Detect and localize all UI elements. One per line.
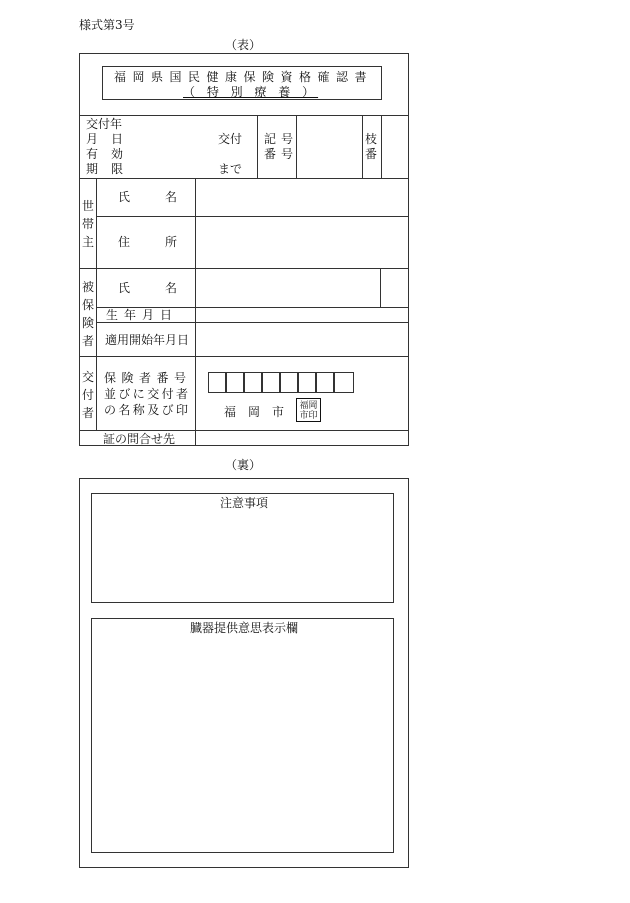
card-subtitle: （ 特 別 療 養 ） bbox=[183, 85, 319, 99]
issuer-char: 付 bbox=[81, 388, 94, 402]
householder-address-label: 住 bbox=[118, 235, 131, 249]
insured-name-label: 名 bbox=[165, 281, 178, 295]
col-divider bbox=[257, 115, 258, 178]
insurer-digit-box bbox=[334, 372, 354, 393]
valid-label: 期 bbox=[86, 162, 99, 176]
col-divider bbox=[381, 115, 382, 178]
issue-date-day: 日 bbox=[111, 132, 124, 146]
col-divider bbox=[362, 115, 363, 178]
inquiry-label: 証の問合せ先 bbox=[103, 432, 176, 446]
valid-label: 有 bbox=[86, 147, 99, 161]
issue-date-suffix: 交付 bbox=[218, 132, 243, 146]
issuer-desc: の名称及び印 bbox=[104, 403, 191, 417]
insured-char: 者 bbox=[81, 334, 94, 348]
branch-label: 枝 bbox=[365, 132, 378, 146]
row-divider bbox=[79, 115, 409, 116]
row-divider bbox=[79, 430, 409, 431]
insurer-digit-box bbox=[226, 372, 244, 393]
insurer-digit-box bbox=[244, 372, 262, 393]
symbol-label: 記号 bbox=[264, 132, 299, 146]
front-label: （表） bbox=[225, 38, 262, 52]
birthdate-label: 生年月日 bbox=[106, 308, 179, 322]
insurer-digit-box bbox=[208, 372, 226, 393]
householder-char: 主 bbox=[81, 235, 94, 249]
card-title: 福岡県国民健康保険資格確認書 bbox=[114, 70, 374, 84]
organ-donation-section bbox=[91, 618, 394, 853]
insurer-digit-box bbox=[280, 372, 298, 393]
householder-name-label: 名 bbox=[165, 190, 178, 204]
issuer-desc: 保険者番号 bbox=[104, 371, 192, 385]
branch-label: 番 bbox=[365, 147, 378, 161]
insured-char: 保 bbox=[81, 298, 94, 312]
row-divider bbox=[96, 322, 409, 323]
col-divider bbox=[195, 178, 196, 446]
householder-name-label: 氏 bbox=[118, 190, 131, 204]
householder-char: 世 bbox=[81, 199, 94, 213]
number-label: 番号 bbox=[264, 147, 299, 161]
organ-donation-title: 臓器提供意思表示欄 bbox=[190, 621, 299, 635]
row-divider bbox=[79, 178, 409, 179]
issuer-char: 交 bbox=[81, 370, 94, 384]
col-divider bbox=[380, 268, 381, 307]
insured-name-label: 氏 bbox=[118, 281, 131, 295]
issue-date-label: 交付年 bbox=[86, 117, 123, 131]
insurer-digit-box bbox=[298, 372, 316, 393]
insurer-digit-box bbox=[316, 372, 334, 393]
col-divider bbox=[96, 178, 97, 430]
coverage-start-label: 適用開始年月日 bbox=[105, 333, 190, 347]
valid-label: 限 bbox=[111, 162, 124, 176]
form-number: 様式第3号 bbox=[79, 18, 135, 32]
issuer-char: 者 bbox=[81, 406, 94, 420]
issuer-desc: 並びに交付者 bbox=[104, 387, 191, 401]
row-divider bbox=[96, 216, 409, 217]
seal-text: 市印 bbox=[299, 411, 318, 421]
insurer-digit-box bbox=[262, 372, 280, 393]
valid-suffix: まで bbox=[218, 162, 243, 176]
seal-text: 福岡 bbox=[299, 401, 318, 411]
householder-address-label: 所 bbox=[165, 235, 178, 249]
notes-title: 注意事項 bbox=[220, 496, 269, 510]
valid-label: 効 bbox=[111, 147, 124, 161]
back-label: （裏） bbox=[225, 458, 262, 472]
issue-date-month: 月 bbox=[86, 132, 99, 146]
insured-char: 被 bbox=[81, 280, 94, 294]
issuer-name: 福 岡 市 bbox=[224, 405, 285, 419]
city-seal bbox=[296, 398, 321, 422]
insured-char: 険 bbox=[81, 316, 94, 330]
householder-char: 帯 bbox=[81, 217, 94, 231]
row-divider bbox=[79, 356, 409, 357]
row-divider bbox=[79, 268, 409, 269]
